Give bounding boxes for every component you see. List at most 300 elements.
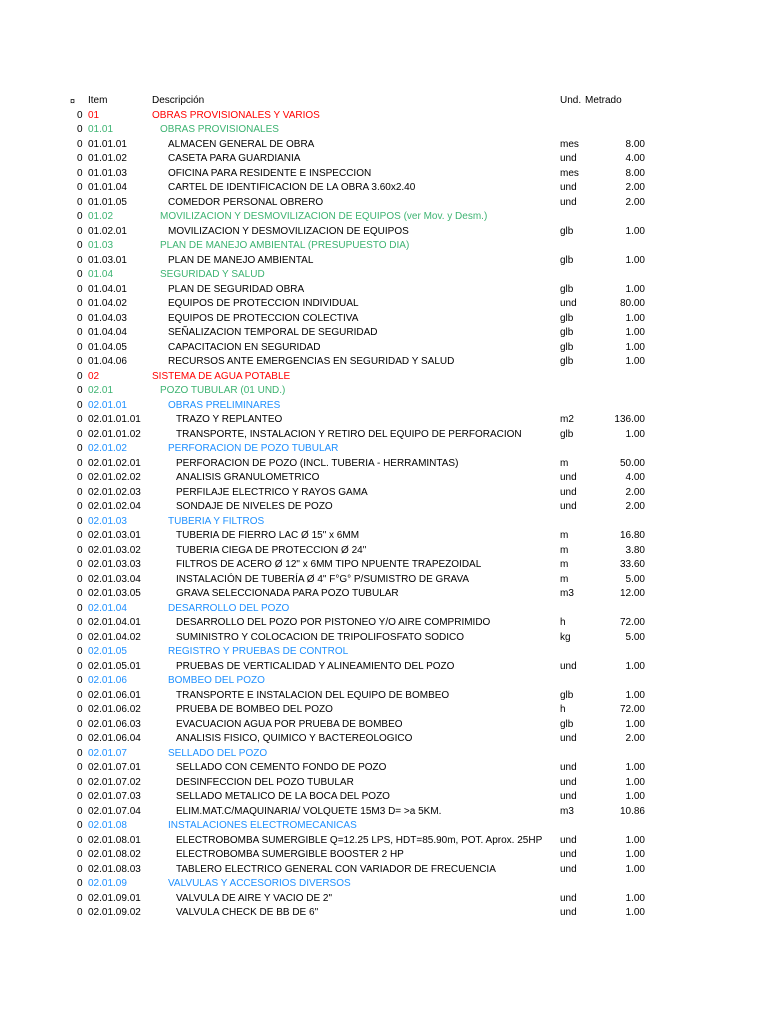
row-quantity: 1.00 — [625, 718, 645, 730]
row-description: CAPACITACION EN SEGURIDAD — [168, 341, 321, 353]
row-item: 02.01.02.03 — [88, 486, 141, 498]
row-description: TRANSPORTE E INSTALACION DEL EQUIPO DE BOMBEO — [176, 689, 450, 701]
row-item: 01.01.03 — [88, 167, 127, 179]
row-item: 01.04.02 — [88, 298, 127, 309]
row-flag: 0 — [77, 544, 83, 556]
row-description: SEÑALIZACION TEMPORAL DE SEGURIDAD — [168, 327, 378, 338]
row-quantity: 72.00 — [619, 704, 645, 715]
row-flag: 0 — [77, 327, 83, 338]
row-item: 01.01.04 — [88, 182, 127, 193]
row-item: 02.01.06.04 — [88, 733, 141, 744]
row-unit: und — [560, 892, 577, 904]
row-item: 02.01.03.05 — [88, 588, 141, 599]
table-row — [0, 312, 768, 327]
row-flag: 0 — [77, 515, 83, 527]
row-quantity: 8.00 — [625, 167, 645, 179]
header-unit: Und. — [560, 95, 582, 106]
row-item: 02.01.08.02 — [88, 849, 141, 860]
row-description: TRAZO Y REPLANTEO — [176, 414, 283, 425]
row-description: PERFILAJE ELECTRICO Y RAYOS GAMA — [176, 486, 368, 498]
row-quantity: 5.00 — [625, 631, 645, 643]
section-row — [0, 370, 768, 385]
row-unit: glb — [560, 283, 574, 295]
row-item: 02.01.07.02 — [88, 776, 141, 788]
row-unit: h — [560, 704, 566, 715]
row-quantity: 1.00 — [625, 225, 645, 237]
table-row — [0, 689, 768, 704]
row-quantity: 1.00 — [625, 428, 645, 440]
row-item: 02.01 — [88, 385, 114, 396]
section-row — [0, 602, 768, 617]
row-quantity: 2.00 — [625, 182, 645, 193]
row-flag: 0 — [77, 428, 83, 440]
row-quantity: 1.00 — [625, 660, 645, 672]
section-row — [0, 384, 768, 399]
row-unit: glb — [560, 341, 574, 353]
row-quantity: 1.00 — [625, 892, 645, 904]
table-row — [0, 718, 768, 733]
row-quantity: 1.00 — [625, 907, 645, 918]
row-description: ELECTROBOMBA SUMERGIBLE BOOSTER 2 HP — [176, 849, 404, 860]
row-unit: glb — [560, 718, 574, 730]
section-row — [0, 747, 768, 762]
row-flag: 0 — [77, 457, 83, 469]
row-item: 01.03.01 — [88, 254, 127, 266]
row-description: TUBERIA Y FILTROS — [168, 515, 265, 527]
row-item: 01.04.03 — [88, 312, 127, 324]
row-item: 01.01.05 — [88, 196, 127, 208]
section-row — [0, 877, 768, 892]
row-description: MOVILIZACION Y DESMOVILIZACION DE EQUIPOS (ver Mov. y Desm.) — [160, 211, 488, 222]
row-description: SELLADO METALICO DE LA BOCA DEL POZO — [176, 791, 390, 802]
row-unit: h — [560, 617, 566, 628]
row-flag: 0 — [77, 443, 83, 454]
row-flag: 0 — [77, 660, 83, 672]
table-row — [0, 790, 768, 805]
row-item: 02.01.03.04 — [88, 573, 141, 585]
row-unit: und — [560, 791, 577, 802]
row-item: 02.01.08.01 — [88, 834, 141, 846]
row-item: 01.04.04 — [88, 327, 127, 338]
row-unit: m3 — [560, 588, 574, 599]
row-quantity: 4.00 — [625, 472, 645, 483]
row-flag: 0 — [77, 356, 83, 367]
row-description: DESINFECCION DEL POZO TUBULAR — [176, 776, 354, 788]
row-item: 02.01.09 — [88, 878, 127, 889]
table-row — [0, 181, 768, 196]
table-row — [0, 471, 768, 486]
row-description: SUMINISTRO Y COLOCACION DE TRIPOLIFOSFATO SODICO — [176, 631, 465, 643]
row-quantity: 1.00 — [625, 254, 645, 266]
row-flag: 0 — [77, 472, 83, 483]
row-flag: 0 — [77, 617, 83, 628]
row-description: DESARROLLO DEL POZO POR PISTONEO Y/O AIRE COMPRIMIDO — [176, 617, 491, 628]
row-flag: 0 — [77, 167, 83, 179]
row-item: 02.01.01 — [88, 399, 127, 411]
row-description: EVACUACION AGUA POR PRUEBA DE BOMBEO — [176, 718, 403, 730]
table-row — [0, 500, 768, 515]
row-description: PLAN DE SEGURIDAD OBRA — [168, 283, 305, 295]
table-row — [0, 761, 768, 776]
row-quantity: 1.00 — [625, 356, 645, 367]
row-unit: und — [560, 660, 577, 672]
table-row — [0, 558, 768, 573]
row-flag: 0 — [77, 776, 83, 788]
section-row — [0, 210, 768, 225]
row-flag: 0 — [77, 646, 83, 657]
row-description: POZO TUBULAR (01 UND.) — [160, 385, 286, 396]
row-quantity: 1.00 — [625, 312, 645, 324]
row-flag: 0 — [77, 863, 83, 875]
row-quantity: 1.00 — [625, 341, 645, 353]
table-row — [0, 254, 768, 269]
row-description: EQUIPOS DE PROTECCION COLECTIVA — [168, 312, 359, 324]
row-quantity: 80.00 — [619, 298, 645, 309]
row-description: PERFORACION DE POZO TUBULAR — [168, 443, 339, 454]
table-row — [0, 848, 768, 863]
row-quantity: 3.80 — [625, 544, 645, 556]
table-row — [0, 413, 768, 428]
row-flag: 0 — [77, 283, 83, 295]
row-item: 02.01.08.03 — [88, 863, 141, 875]
table-row — [0, 457, 768, 472]
row-flag: 0 — [77, 718, 83, 730]
row-unit: glb — [560, 225, 574, 237]
row-item: 02.01.06 — [88, 675, 127, 686]
row-unit: m — [560, 573, 569, 585]
row-unit: und — [560, 762, 577, 773]
row-unit: und — [560, 834, 577, 846]
row-item: 02.01.03.01 — [88, 530, 141, 541]
row-flag: 0 — [77, 182, 83, 193]
row-description: VALVULA CHECK DE BB DE 6" — [176, 907, 319, 918]
row-quantity: 16.80 — [619, 530, 645, 541]
row-unit: m2 — [560, 414, 574, 425]
row-unit: mes — [560, 138, 579, 150]
row-quantity: 12.00 — [619, 588, 645, 599]
row-unit: glb — [560, 327, 574, 338]
row-flag: 0 — [77, 733, 83, 744]
table-row — [0, 341, 768, 356]
row-quantity: 2.00 — [625, 196, 645, 208]
row-description: GRAVA SELECCIONADA PARA POZO TUBULAR — [176, 588, 399, 599]
row-unit: m — [560, 457, 569, 469]
row-unit: glb — [560, 254, 574, 266]
header-item: Item — [88, 95, 108, 106]
row-unit: und — [560, 182, 577, 193]
row-description: INSTALACIONES ELECTROMECANICAS — [168, 820, 357, 831]
row-description: ALMACEN GENERAL DE OBRA — [168, 138, 315, 150]
row-unit: m — [560, 530, 569, 541]
row-flag: 0 — [77, 399, 83, 411]
table-row — [0, 196, 768, 211]
row-flag: 0 — [77, 312, 83, 324]
row-flag: 0 — [77, 892, 83, 904]
row-unit: glb — [560, 689, 574, 701]
row-unit: und — [560, 472, 577, 483]
row-flag: 0 — [77, 225, 83, 237]
row-flag: 0 — [77, 747, 83, 759]
row-description: COMEDOR PERSONAL OBRERO — [168, 196, 324, 208]
row-flag: 0 — [77, 588, 83, 599]
row-description: MOVILIZACION Y DESMOVILIZACION DE EQUIPOS — [168, 225, 409, 237]
row-item: 01.02 — [88, 211, 114, 222]
row-flag: 0 — [77, 791, 83, 802]
table-row — [0, 428, 768, 443]
row-item: 02.01.02.01 — [88, 457, 141, 469]
table-row — [0, 326, 768, 341]
row-quantity: 1.00 — [625, 283, 645, 295]
row-description: REGISTRO Y PRUEBAS DE CONTROL — [168, 646, 349, 657]
section-row — [0, 239, 768, 254]
row-quantity: 1.00 — [625, 776, 645, 788]
table-row — [0, 906, 768, 921]
section-row — [0, 123, 768, 138]
row-quantity: 2.00 — [625, 733, 645, 744]
row-unit: m — [560, 544, 569, 556]
row-unit: kg — [560, 631, 571, 643]
row-flag: 0 — [77, 675, 83, 686]
table-row — [0, 138, 768, 153]
section-row — [0, 515, 768, 530]
row-description: SELLADO CON CEMENTO FONDO DE POZO — [176, 762, 387, 773]
header-row — [0, 94, 768, 109]
header-description: Descripción — [152, 95, 205, 106]
row-flag: 0 — [77, 240, 83, 251]
table-row — [0, 703, 768, 718]
row-flag: 0 — [77, 486, 83, 498]
row-unit: und — [560, 298, 577, 309]
row-flag: 0 — [77, 573, 83, 585]
row-item: 02.01.01.01 — [88, 414, 141, 425]
row-description: VALVULAS Y ACCESORIOS DIVERSOS — [168, 878, 351, 889]
table-row — [0, 776, 768, 791]
row-item: 02.01.05 — [88, 646, 127, 657]
row-description: SISTEMA DE AGUA POTABLE — [152, 370, 291, 382]
table-row — [0, 631, 768, 646]
row-item: 02.01.03.03 — [88, 559, 141, 570]
row-flag: 0 — [77, 341, 83, 353]
row-description: TRANSPORTE, INSTALACION Y RETIRO DEL EQUIPO DE PERFORACION — [176, 428, 522, 440]
row-unit: mes — [560, 167, 579, 179]
row-description: OBRAS PRELIMINARES — [168, 399, 281, 411]
header-quantity: Metrado — [585, 95, 622, 106]
row-description: OBRAS PROVISIONALES Y VARIOS — [152, 109, 320, 121]
row-item: 02.01.04 — [88, 602, 127, 614]
row-description: OFICINA PARA RESIDENTE E INSPECCION — [168, 167, 372, 179]
row-item: 01 — [88, 109, 100, 121]
row-quantity: 72.00 — [619, 617, 645, 628]
row-description: SEGURIDAD Y SALUD — [160, 269, 265, 280]
row-flag: 0 — [77, 124, 83, 135]
row-quantity: 1.00 — [625, 762, 645, 773]
row-unit: und — [560, 486, 577, 498]
row-unit: und — [560, 863, 577, 875]
section-row — [0, 399, 768, 414]
row-description: INSTALACIÓN DE TUBERÍA Ø 4" F°G° P/SUMISTRO DE GRAVA — [176, 573, 470, 585]
row-flag: 0 — [77, 414, 83, 425]
row-description: PLAN DE MANEJO AMBIENTAL — [168, 254, 314, 266]
table-row — [0, 167, 768, 182]
row-description: EQUIPOS DE PROTECCION INDIVIDUAL — [168, 298, 359, 309]
row-unit: glb — [560, 312, 574, 324]
row-flag: 0 — [77, 834, 83, 846]
row-item: 02 — [88, 370, 100, 382]
row-flag: 0 — [77, 196, 83, 208]
table-row — [0, 529, 768, 544]
row-flag: 0 — [77, 385, 83, 396]
row-unit: und — [560, 153, 577, 164]
section-row — [0, 442, 768, 457]
row-description: DESARROLLO DEL POZO — [168, 602, 290, 614]
table-row — [0, 834, 768, 849]
table-row — [0, 660, 768, 675]
row-quantity: 10.86 — [619, 805, 645, 817]
table-row — [0, 863, 768, 878]
row-item: 01.04.01 — [88, 283, 127, 295]
row-flag: 0 — [77, 631, 83, 643]
row-description: TABLERO ELECTRICO GENERAL CON VARIADOR DE FRECUENCIA — [176, 863, 496, 875]
row-item: 01.04.06 — [88, 356, 127, 367]
row-quantity: 1.00 — [625, 689, 645, 701]
row-unit: und — [560, 196, 577, 208]
row-flag: 0 — [77, 907, 83, 918]
row-item: 02.01.04.01 — [88, 617, 141, 628]
row-flag: 0 — [77, 370, 83, 382]
table-row — [0, 587, 768, 602]
row-flag: 0 — [77, 820, 83, 831]
section-row — [0, 109, 768, 124]
row-description: RECURSOS ANTE EMERGENCIAS EN SEGURIDAD Y SALUD — [168, 356, 455, 367]
row-item: 02.01.05.01 — [88, 660, 141, 672]
section-row — [0, 674, 768, 689]
row-description: BOMBEO DEL POZO — [168, 675, 265, 686]
row-description: CARTEL DE IDENTIFICACION DE LA OBRA 3.60x2.40 — [168, 182, 416, 193]
row-item: 02.01.03.02 — [88, 544, 141, 556]
row-item: 02.01.04.02 — [88, 631, 141, 643]
row-quantity: 136.00 — [614, 414, 645, 425]
row-quantity: 4.00 — [625, 153, 645, 164]
table-row — [0, 892, 768, 907]
row-item: 02.01.03 — [88, 515, 127, 527]
row-description: PRUEBAS DE VERTICALIDAD Y ALINEAMIENTO DEL POZO — [176, 660, 455, 672]
row-description: OBRAS PROVISIONALES — [160, 124, 279, 135]
row-flag: 0 — [77, 254, 83, 266]
row-description: CASETA PARA GUARDIANIA — [168, 153, 301, 164]
row-quantity: 2.00 — [625, 486, 645, 498]
row-item: 01.04 — [88, 269, 114, 280]
table-row — [0, 805, 768, 820]
row-quantity: 1.00 — [625, 849, 645, 860]
row-item: 02.01.09.02 — [88, 907, 141, 918]
row-unit: und — [560, 733, 577, 744]
row-description: ELECTROBOMBA SUMERGIBLE Q=12.25 LPS, HDT=85.90m, POT. Aprox. 25HP — [176, 834, 543, 846]
row-unit: und — [560, 501, 577, 512]
budget-rows — [0, 109, 768, 921]
row-description: ANALISIS GRANULOMETRICO — [176, 472, 320, 483]
row-flag: 0 — [77, 849, 83, 860]
row-unit: m3 — [560, 805, 574, 817]
row-quantity: 8.00 — [625, 138, 645, 150]
row-quantity: 1.00 — [625, 791, 645, 802]
row-description: TUBERIA CIEGA DE PROTECCION Ø 24" — [176, 544, 367, 556]
row-unit: und — [560, 849, 577, 860]
row-flag: 0 — [77, 878, 83, 889]
row-description: PERFORACION DE POZO (INCL. TUBERIA - HERRAMINTAS) — [176, 457, 459, 469]
row-item: 01.03 — [88, 240, 114, 251]
header-flag: ¤ — [70, 96, 76, 106]
row-quantity: 50.00 — [619, 457, 645, 469]
row-flag: 0 — [77, 704, 83, 715]
table-row — [0, 573, 768, 588]
row-flag: 0 — [77, 269, 83, 280]
row-flag: 0 — [77, 298, 83, 309]
row-description: PRUEBA DE BOMBEO DEL POZO — [176, 704, 333, 715]
row-item: 02.01.01.02 — [88, 428, 141, 440]
row-description: PLAN DE MANEJO AMBIENTAL (PRESUPUESTO DIA) — [160, 240, 410, 251]
row-quantity: 1.00 — [625, 863, 645, 875]
row-flag: 0 — [77, 211, 83, 222]
row-flag: 0 — [77, 559, 83, 570]
row-description: VALVULA DE AIRE Y VACIO DE 2" — [176, 892, 333, 904]
row-item: 01.01 — [88, 124, 114, 135]
row-unit: glb — [560, 428, 574, 440]
row-item: 01.01.02 — [88, 153, 127, 164]
row-quantity: 1.00 — [625, 327, 645, 338]
table-row — [0, 297, 768, 312]
row-description: ELIM.MAT.C/MAQUINARIA/ VOLQUETE 15M3 D= >a 5KM. — [176, 805, 442, 817]
row-unit: m — [560, 559, 569, 570]
row-quantity: 33.60 — [619, 559, 645, 570]
row-unit: und — [560, 907, 577, 918]
row-item: 02.01.02.02 — [88, 472, 141, 483]
budget-sheet — [0, 94, 768, 921]
row-item: 02.01.07.03 — [88, 791, 141, 802]
row-item: 02.01.06.02 — [88, 704, 141, 715]
row-flag: 0 — [77, 805, 83, 817]
table-row — [0, 616, 768, 631]
row-unit: und — [560, 776, 577, 788]
row-quantity: 5.00 — [625, 573, 645, 585]
row-quantity: 2.00 — [625, 501, 645, 512]
row-flag: 0 — [77, 689, 83, 701]
row-quantity: 1.00 — [625, 834, 645, 846]
table-row — [0, 355, 768, 370]
row-item: 02.01.07.01 — [88, 762, 141, 773]
section-row — [0, 645, 768, 660]
row-flag: 0 — [77, 762, 83, 773]
section-row — [0, 819, 768, 834]
row-item: 01.02.01 — [88, 225, 127, 237]
row-description: TUBERIA DE FIERRO LAC Ø 15" x 6MM — [176, 530, 360, 541]
row-item: 01.01.01 — [88, 138, 127, 150]
row-flag: 0 — [77, 602, 83, 614]
row-item: 02.01.07 — [88, 747, 127, 759]
row-unit: glb — [560, 356, 574, 367]
row-description: FILTROS DE ACERO Ø 12" x 6MM TIPO NPUENTE TRAPEZOIDAL — [176, 559, 482, 570]
row-flag: 0 — [77, 109, 83, 121]
row-item: 01.04.05 — [88, 341, 127, 353]
row-flag: 0 — [77, 138, 83, 150]
row-description: ANALISIS FISICO, QUIMICO Y BACTEREOLOGICO — [176, 733, 413, 744]
row-item: 02.01.06.01 — [88, 689, 141, 701]
row-description: SONDAJE DE NIVELES DE POZO — [176, 501, 333, 512]
row-item: 02.01.09.01 — [88, 892, 141, 904]
table-row — [0, 152, 768, 167]
table-row — [0, 225, 768, 240]
row-flag: 0 — [77, 530, 83, 541]
row-item: 02.01.02.04 — [88, 501, 141, 512]
